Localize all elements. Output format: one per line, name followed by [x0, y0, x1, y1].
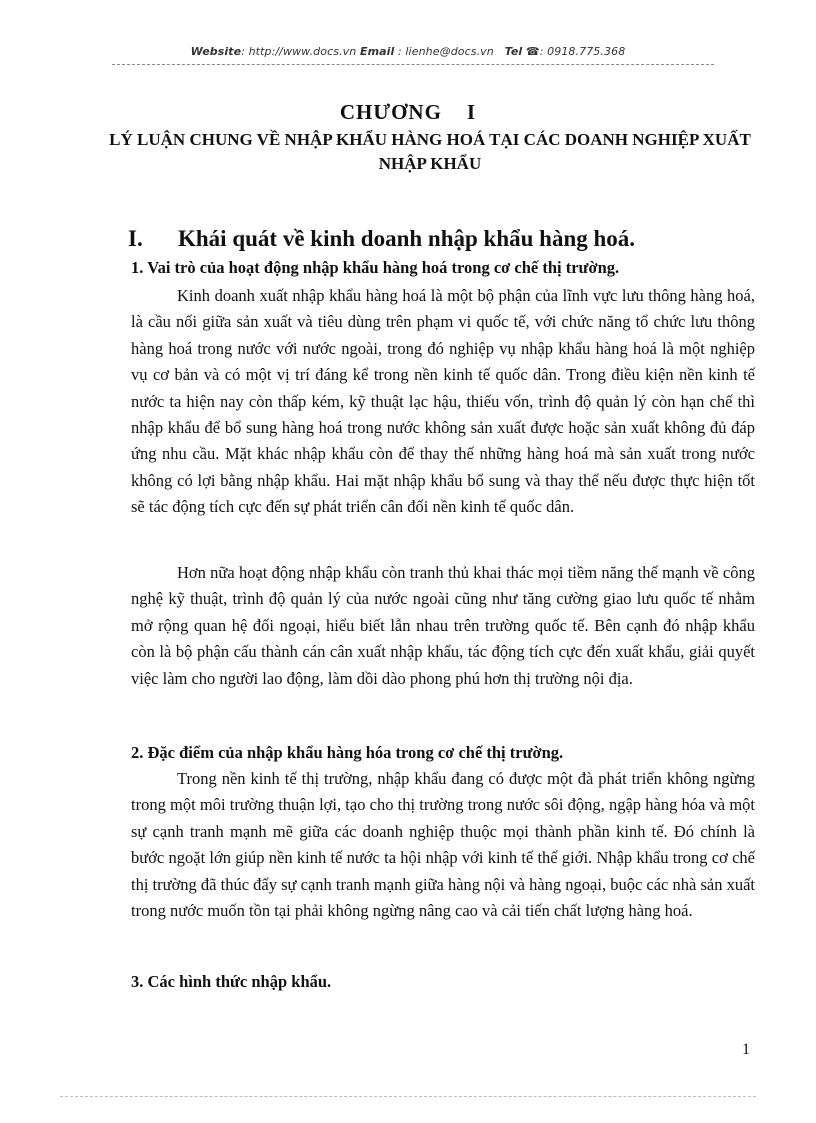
footer-divider — [60, 1096, 756, 1097]
tel-value: : 0918.775.368 — [539, 45, 626, 58]
phone-icon: ☎ — [525, 45, 540, 58]
section-number: I. — [128, 226, 143, 251]
page-number: 1 — [742, 1041, 750, 1058]
tel-label: Tel — [504, 45, 523, 58]
header-divider — [112, 64, 714, 65]
page-header — [0, 45, 816, 58]
subsection-2-paragraph-1: Trong nền kinh tế thị trường, nhập khẩu đang có được một đà phát triển không ngừng trong một môi trường thuận lợi, tạo cho thị trường trong nước sôi động, ngập hàng hóa và một sự cạnh tranh mạnh mẽ giữa các doanh nghiệp thuộc mọi thành phần kinh tế. Đó chính là bước ngoặt lớn giúp nền kinh tế nước ta hội nhập với kinh tế thế giới. Nhập khẩu trong cơ chế thị trường đã thúc đẩy sự cạnh tranh mạnh giữa hàng nội và hàng ngoại, buộc các nhà sản xuất trong nước muốn tồn tại phải không ngừng nâng cao và cải tiến chất lượng hàng hoá. — [131, 769, 755, 921]
website-label: Website — [190, 45, 242, 58]
chapter-title: CHƯƠNG I — [339, 100, 477, 124]
section-title: Khái quát về kinh doanh nhập khẩu hàng hoá. — [178, 226, 636, 251]
chapter-subtitle: LÝ LUẬN CHUNG VỀ NHẬP KHẨU HÀNG HOÁ TẠI CÁC DOANH NGHIỆP XUẤT NHẬP KHẨU — [109, 130, 751, 173]
subsection-1-paragraph-1: Kinh doanh xuất nhập khẩu hàng hoá là một bộ phận của lĩnh vực lưu thông hàng hoá, là cầu nối giữa sản xuất và tiêu dùng trên phạm vi quốc tế, với chức năng tổ chức lưu thông hàng hoá trong nước với nước ngoài, trong đó nghiệp vụ nhập khẩu hàng hoá là một nghiệp vụ cơ bản và có một vị trí đáng kể trong nền kinh tế quốc dân. Trong điều kiện nền kinh tế nước ta hiện nay còn thấp kém, kỹ thuật lạc hậu, thiếu vốn, trình độ quản lý còn hạn chế thì nhập khẩu để bổ sung hàng hoá trong nước không sản xuất được hoặc sản xuất không đủ đáp ứng nhu cầu. Mặt khác nhập khẩu còn để thay thế những hàng hoá mà sản xuất trong nước không có lợi bằng nhập khẩu. Hai mặt nhập khẩu bổ sung và thay thế nếu được thực hiện tốt sẽ tác động tích cực đến sự phát triển cân đối nền kinh tế quốc dân. — [131, 286, 755, 517]
section-heading — [128, 226, 635, 252]
subsection-3-title: 3. Các hình thức nhập khẩu. — [131, 972, 332, 991]
email-label: Email — [359, 45, 395, 58]
subsection-1-paragraph-2: Hơn nữa hoạt động nhập khẩu còn tranh thủ khai thác mọi tiềm năng thế mạnh về công nghệ kỹ thuật, trình độ quản lý của nước ngoài cũng như tăng cường giao lưu quốc tế nhằm mở rộng quan hệ đối ngoại, hiểu biết lẫn nhau trên trường quốc tế. Bên cạnh đó nhập khẩu còn là bộ phận cấu thành cán cân xuất nhập khẩu, tác động tích cực đến xuất khẩu, giải quyết việc làm cho người lao động, làm dồi dào phong phú hơn thị trường nội địa. — [131, 563, 755, 688]
website-value[interactable]: : http://www.docs.vn — [241, 45, 357, 58]
subsection-2-title: 2. Đặc điểm của nhập khẩu hàng hóa trong cơ chế thị trường. — [131, 743, 564, 762]
subsection-1-title: 1. Vai trò của hoạt động nhập khẩu hàng hoá trong cơ chế thị trường. — [131, 258, 620, 277]
email-value[interactable]: : lienhe@docs.vn — [394, 45, 494, 58]
